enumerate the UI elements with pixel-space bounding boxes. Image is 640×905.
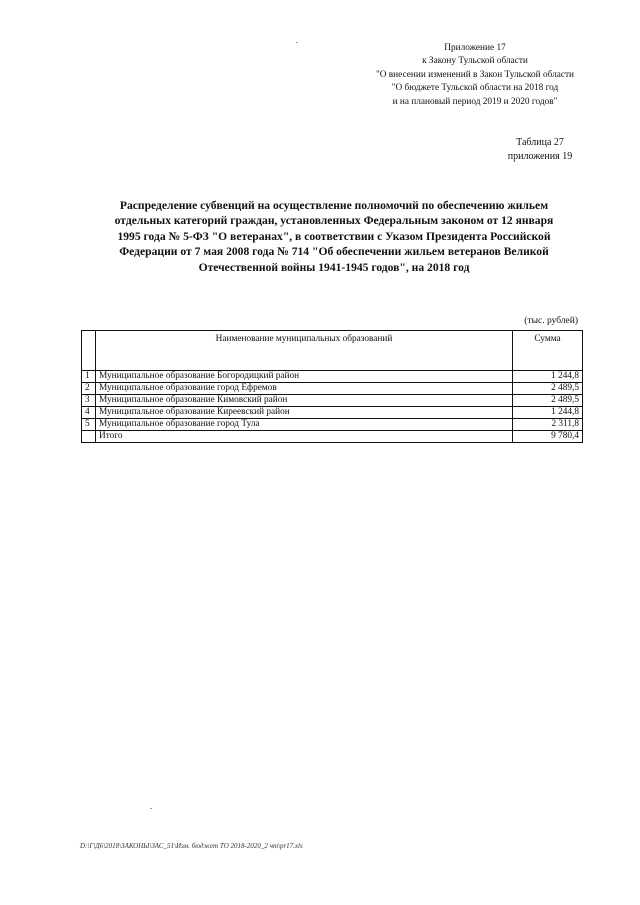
row-num: 1: [82, 371, 96, 383]
appendix-line-1: Приложение 17: [444, 43, 506, 53]
appendix-line-5: и на плановый период 2019 и 2020 годов": [392, 96, 558, 107]
scan-speck: [296, 42, 298, 43]
title-line-1: Распределение субвенций на осуществление полномочий по обеспечению жильем: [119, 199, 549, 212]
row-name: Муниципальное образование город Ефремов: [96, 383, 513, 395]
title-line-3: 1995 года № 5-ФЗ "О ветеранах", в соответствии с Указом Президента Российской: [117, 229, 551, 243]
subvention-table: [81, 330, 583, 443]
table-row: [82, 395, 583, 407]
header-sum-cell: Сумма: [513, 331, 583, 371]
row-sum: 1 244,8: [513, 407, 583, 419]
header-num-cell: [82, 331, 96, 371]
row-name: Муниципальное образование город Тула: [96, 419, 513, 431]
title-line-4: Федерации от 7 мая 2008 года № 714 "Об обеспечении жильем ветеранов Великой: [119, 245, 549, 259]
file-path-footer: D:\Г\Д6\2018\ЗАКОНЫ\ЗАС_51\Изм. бюджет ТО 2018-2020_2 чт\pr17.xls: [80, 842, 303, 850]
table-header-row: [82, 331, 583, 371]
title-line-2: отдельных категорий граждан, установленных Федеральным законом от 12 января: [114, 214, 554, 228]
row-sum: 2 489,5: [513, 383, 583, 395]
title-line-5: Отечественной войны 1941-1945 годов", на 2018 год: [198, 260, 470, 274]
row-num: 3: [82, 395, 96, 407]
units-label: (тыс. рублей): [524, 316, 578, 326]
row-name: Муниципальное образование Кимовский район: [96, 395, 513, 407]
appendix-line-3: "О внесении изменений в Закон Тульской области: [375, 69, 575, 80]
total-num-cell: [82, 431, 96, 443]
total-label: Итого: [96, 431, 513, 443]
header-name-cell: Наименование муниципальных образований: [96, 331, 513, 371]
row-num: 5: [82, 419, 96, 431]
appendix-line-2: к Закону Тульской области: [422, 56, 528, 67]
row-num: 4: [82, 407, 96, 419]
row-num: 2: [82, 383, 96, 395]
table-row: [82, 419, 583, 431]
row-sum: 1 244,8: [513, 371, 583, 383]
table-reference: [500, 136, 580, 163]
row-name: Муниципальное образование Богородицкий район: [96, 371, 513, 383]
table-row: [82, 383, 583, 395]
row-name: Муниципальное образование Киреевский район: [96, 407, 513, 419]
row-sum: 2 489,5: [513, 395, 583, 407]
table-ref-line-2: приложения 19: [507, 150, 573, 162]
table-row: [82, 371, 583, 383]
appendix-header: [360, 42, 590, 109]
row-sum: 2 311,8: [513, 419, 583, 431]
appendix-line-4: "О бюджете Тульской области на 2018 год: [391, 83, 559, 94]
table-ref-line-1: Таблица 27: [516, 137, 564, 148]
table-row: [82, 407, 583, 419]
total-sum: 9 780,4: [513, 431, 583, 443]
document-title: [84, 198, 584, 275]
scan-speck: [150, 808, 152, 809]
total-row: [82, 431, 583, 443]
